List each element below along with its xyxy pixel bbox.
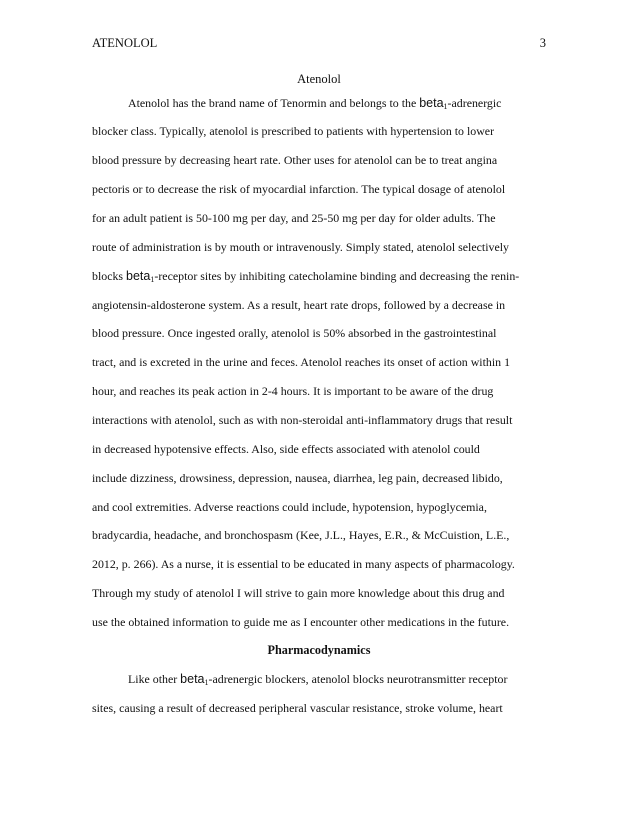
- paragraph-line: tract, and is excreted in the urine and feces. Atenolol reaches its onset of action within 1: [92, 355, 511, 369]
- paragraph-line: sites, causing a result of decreased peripheral vascular resistance, stroke volume, heart: [92, 701, 503, 715]
- beta-symbol: beta: [126, 269, 151, 283]
- running-header: [92, 36, 546, 51]
- paragraph-line: bradycardia, headache, and bronchospasm (Kee, J.L., Hayes, E.R., & McCuistion, L.E.,: [92, 528, 510, 542]
- paragraph-line: Like other beta$_1$-adrenergic blockers, atenolol blocks neurotransmitter receptor: [128, 672, 508, 687]
- running-head: ATENOLOL: [92, 36, 158, 50]
- beta-symbol: beta: [180, 672, 205, 686]
- page-number: 3: [539, 36, 546, 50]
- paragraph-line: in decreased hypotensive effects. Also, side effects associated with atenolol could: [92, 442, 480, 456]
- paragraph-line: interactions with atenolol, such as with non-steroidal anti-inflammatory drugs that result: [92, 413, 513, 427]
- paragraph-line: Through my study of atenolol I will strive to gain more knowledge about this drug and: [92, 586, 505, 600]
- paragraph-line: and cool extremities. Adverse reactions could include, hypotension, hypoglycemia,: [92, 500, 487, 514]
- document-title: Atenolol: [297, 72, 341, 86]
- paragraph-line: 2012, p. 266). As a nurse, it is essential to be educated in many aspects of pharmacology.: [92, 557, 515, 571]
- paragraph-line: pectoris or to decrease the risk of myocardial infarction. The typical dosage of atenolol: [92, 182, 506, 196]
- paragraph-line: blocker class. Typically, atenolol is prescribed to patients with hypertension to lower: [92, 124, 495, 138]
- paragraph-line: hour, and reaches its peak action in 2-4 hours. It is important to be aware of the drug: [92, 384, 494, 398]
- paragraph-line: for an adult patient is 50-100 mg per day, and 25-50 mg per day for older adults. The: [92, 211, 496, 225]
- paragraph-line: blood pressure. Once ingested orally, atenolol is 50% absorbed in the gastrointestinal: [92, 326, 497, 340]
- paragraph-line: Atenolol has the brand name of Tenormin and belongs to the beta$_1$-adrenergic: [128, 96, 502, 111]
- paragraph-line: blocks beta$_1$-receptor sites by inhibiting catecholamine binding and decreasing the renin-: [92, 269, 520, 284]
- paragraph-line: route of administration is by mouth or intravenously. Simply stated, atenolol selectively: [92, 240, 509, 254]
- paragraph-line: blood pressure by decreasing heart rate. Other uses for atenolol can be to treat angina: [92, 153, 498, 167]
- paragraph-line: angiotensin-aldosterone system. As a result, heart rate drops, followed by a decrease in: [92, 298, 506, 312]
- beta-symbol: beta: [419, 96, 444, 110]
- section-heading: Pharmacodynamics: [267, 643, 371, 657]
- paragraph-line: include dizziness, drowsiness, depression, nausea, diarrhea, leg pain, decreased libido,: [92, 471, 503, 485]
- paragraph-line: use the obtained information to guide me as I encounter other medications in the future.: [92, 615, 510, 629]
